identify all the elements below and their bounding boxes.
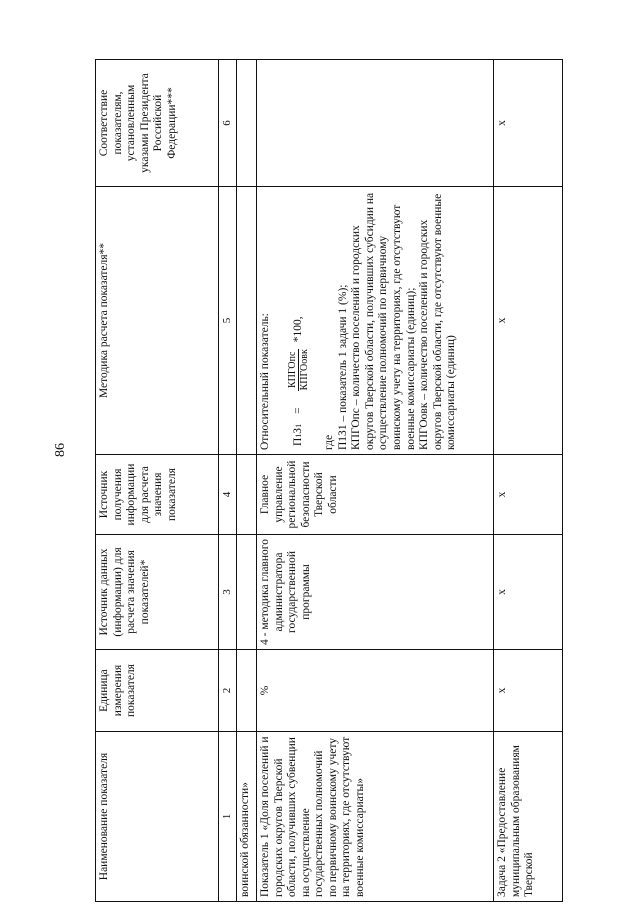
indicator1-unit: % <box>256 650 493 732</box>
rotated-page <box>95 60 605 902</box>
indicator1-row <box>256 60 493 902</box>
page-number: 86 <box>53 443 68 457</box>
header-row <box>96 60 219 902</box>
header-name: Наименование показателя <box>96 732 219 902</box>
column-numbers-row <box>219 60 237 902</box>
task2-method: х <box>493 187 562 455</box>
formula: П 1 З 1 = КПГОпс КПГОовк *100, <box>286 316 311 446</box>
task2-compliance: х <box>493 60 562 187</box>
indicators-table <box>95 59 563 902</box>
formula-tail: *100, <box>292 316 305 343</box>
col-number: 1 <box>219 732 237 902</box>
task2-unit: х <box>493 650 562 732</box>
formula-numerator: КПГОпс <box>287 349 300 391</box>
intro-text: воинской обязанности» <box>236 732 256 902</box>
method-def1: П1З1 – показатель 1 задачи 1 (%); <box>336 284 349 450</box>
header-unit: Единица измерения показателя <box>96 650 219 732</box>
task2-info-source: х <box>493 455 562 535</box>
col-number: 5 <box>219 187 237 455</box>
task2-data-source: х <box>493 535 562 650</box>
formula-fraction <box>287 346 312 393</box>
header-compliance: Соответствие показателям, установленным указами Президента Российской Федерации*** <box>96 60 219 187</box>
header-info-source: Источник получения информации для расчета значения показателя <box>96 455 219 535</box>
method-where: где <box>323 434 336 450</box>
indicator1-data-source: 4 - методика главного администратора государственной программы <box>256 535 493 650</box>
formula-eq: = <box>292 407 305 414</box>
header-method: Методика расчета показателя** <box>96 187 219 455</box>
task2-row <box>493 60 562 902</box>
col-number: 2 <box>219 650 237 732</box>
formula-denominator: КПГОовк <box>299 349 311 391</box>
col-number: 3 <box>219 535 237 650</box>
formula-lhs: П <box>292 437 305 446</box>
method-def3: КПГОовк – количество поселений и городских округов Тверской области, где отсутствуют военные комиссариаты (единиц) <box>418 193 458 450</box>
col-number: 4 <box>219 455 237 535</box>
method-intro: Относительный показатель: <box>258 313 271 450</box>
header-data-source: Источник данных (информации) для расчета значения показателей* <box>96 535 219 650</box>
indicator1-compliance <box>256 60 493 187</box>
method-def2: КПГОпс – количество поселений и городских округов Тверской области, получивших субсидии на осуществление полномочий по первичному воинскому учету на территориях, где отсутствуют военные комиссариаты (единиц); <box>350 192 417 450</box>
indicator1-name: Показатель 1 «Доля поселений и городских округов Тверской области, получивших субвенции на осуществление государственных полномочий по первичному воинскому учету на территориях, где отсутствуют военные комиссариаты» <box>256 732 493 902</box>
intro-row <box>236 60 256 902</box>
col-number: 6 <box>219 60 237 187</box>
task2-name: Задача 2 «Предоставление муниципальным образованиям Тверской <box>493 732 562 902</box>
indicator1-info-source: Главное управление региональной безопасности Тверской области <box>256 455 493 535</box>
indicator1-method <box>256 187 493 455</box>
